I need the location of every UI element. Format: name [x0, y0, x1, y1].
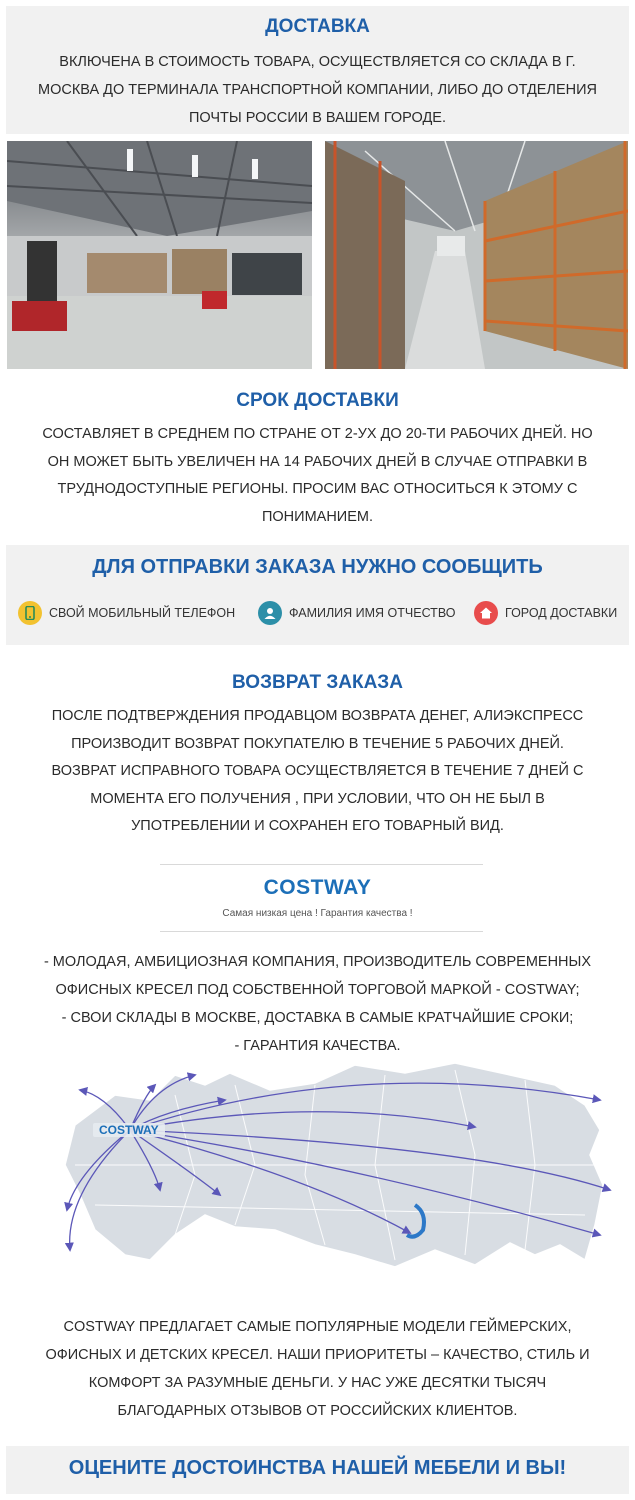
cta-title: ОЦЕНИТЕ ДОСТОИНСТВА НАШЕЙ МЕБЕЛИ И ВЫ! [68, 1457, 567, 1479]
russia-delivery-map [55, 1055, 620, 1285]
person-icon [258, 601, 282, 625]
brand-text: - МОЛОДАЯ, АМБИЦИОЗНАЯ КОМПАНИЯ, ПРОИЗВОДИТЕЛЬ СОВРЕМЕННЫХ ОФИСНЫХ КРЕСЕЛ ПОД СОБСТВЕННОЙ ТОРГОВОЙ МАРКОЙ - COSTWAY; - СВОИ СКЛАДЫ В МОСКВЕ, ДОСТАВКА В САМЫЕ КРАТЧАЙШИЕ СРОКИ; - ГАРАНТИЯ КАЧЕСТВА. [43, 954, 592, 1054]
warehouse-photo-right [325, 141, 628, 369]
delivery-text: ВКЛЮЧЕНА В СТОИМОСТЬ ТОВАРА, ОСУЩЕСТВЛЯЕТСЯ СО СКЛАДА В Г. МОСКВА ДО ТЕРМИНАЛА ТРАНСПОРТНОЙ КОМПАНИИ, ЛИБО ДО ОТДЕЛЕНИЯ ПОЧТЫ РОССИИ В ВАШЕМ ГОРОДЕ. [38, 54, 597, 126]
order-info-title: ДЛЯ ОТПРАВКИ ЗАКАЗА НУЖНО СООБЩИТЬ [92, 556, 543, 578]
delivery-time-text: СОСТАВЛЯЕТ В СРЕДНЕМ ПО СТРАНЕ ОТ 2-УХ ДО 20-ТИ РАБОЧИХ ДНЕЙ. НО ОН МОЖЕТ БЫТЬ УВЕЛИЧЕН НА 14 РАБОЧИХ ДНЕЙ В СЛУЧАЕ ОТПРАВКИ В ТРУДНОДОСТУПНЫЕ РЕГИОНЫ. ПРОСИМ ВАС ОТНОСИТЬСЯ К ЭТОМУ С ПОНИМАНИЕМ. [42, 426, 593, 525]
requirement-phone: СВОЙ МОБИЛЬНЫЙ ТЕЛЕФОН [18, 601, 235, 625]
delivery-time-title: СРОК ДОСТАВКИ [236, 390, 399, 411]
brand-tagline: Самая низкая цена ! Гарантия качества ! [222, 908, 413, 919]
about-text: COSTWAY ПРЕДЛАГАЕТ САМЫЕ ПОПУЛЯРНЫЕ МОДЕЛИ ГЕЙМЕРСКИХ, ОФИСНЫХ И ДЕТСКИХ КРЕСЕЛ. НАШИ ПРИОРИТЕТЫ – КАЧЕСТВО, СТИЛЬ И КОМФОРТ ЗА РАЗУМНЫЕ ДЕНЬГИ. У НАС УЖЕ ДЕСЯТКИ ТЫСЯЧ БЛАГОДАРНЫХ ОТЗЫВОВ ОТ РОССИЙСКИХ КЛИЕНТОВ. [45, 1319, 590, 1419]
mobile-phone-icon [18, 601, 42, 625]
logo-divider-top [160, 864, 483, 865]
returns-text: ПОСЛЕ ПОДТВЕРЖДЕНИЯ ПРОДАВЦОМ ВОЗВРАТА ДЕНЕГ, АЛИЭКСПРЕСС ПРОИЗВОДИТ ВОЗВРАТ ПОКУПАТЕЛЮ В ТЕЧЕНИЕ 5 РАБОЧИХ ДНЕЙ. ВОЗВРАТ ИСПРАВНОГО ТОВАРА ОСУЩЕСТВЛЯЕТСЯ В ТЕЧЕНИЕ 7 ДНЕЙ С МОМЕНТА ЕГО ПОЛУЧЕНИЯ , ПРИ УСЛОВИИ, ЧТО ОН НЕ БЫЛ В УПОТРЕБЛЕНИИ И СОХРАНЕН ЕГО ТОВАРНЫЙ ВИД. [51, 708, 584, 834]
requirement-fullname: ФАМИЛИЯ ИМЯ ОТЧЕСТВО [258, 601, 455, 625]
costway-logo: COSTWAY [263, 876, 372, 899]
logo-divider-bottom [160, 931, 483, 932]
map-costway-label: COSTWAY [99, 1123, 159, 1137]
home-icon [474, 601, 498, 625]
delivery-title: ДОСТАВКА [265, 16, 370, 37]
requirement-city: ГОРОД ДОСТАВКИ [474, 601, 617, 625]
warehouse-photo-left [7, 141, 312, 369]
returns-title: ВОЗВРАТ ЗАКАЗА [232, 672, 403, 693]
